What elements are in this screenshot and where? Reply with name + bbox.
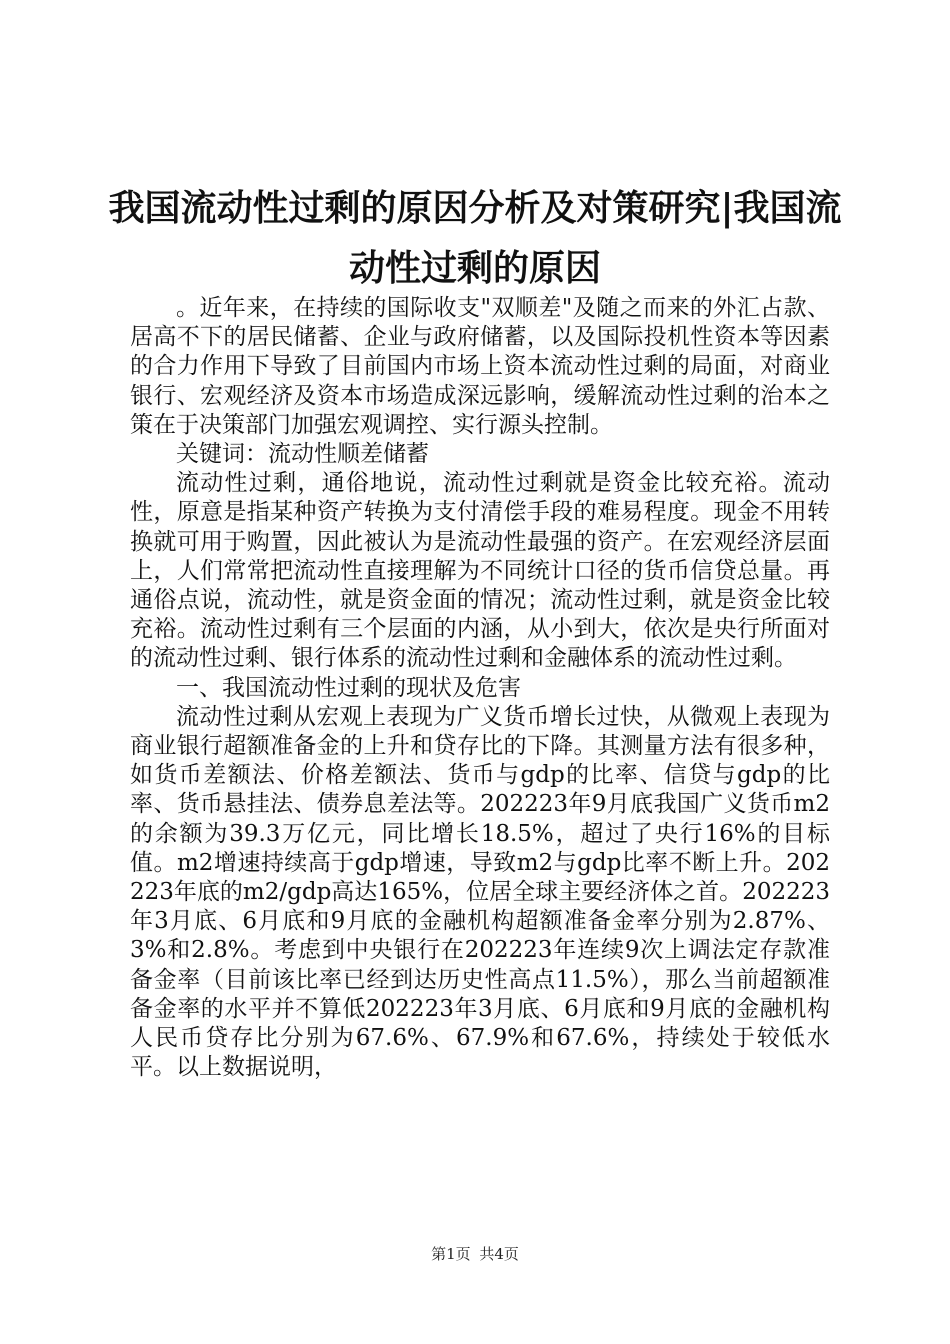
document-title: 我国流动性过剩的原因分析及对策研究|我国流动性过剩的原因	[108, 187, 842, 289]
page-footer	[0, 1243, 950, 1264]
status-paragraph: 流动性过剩从宏观上表现为广义货币增长过快，从微观上表现为商业银行超额准备金的上升和贷存比的下降。其测量方法有很多种，如货币差额法、价格差额法、货币与gdp的比率、信贷与gdp的比率、货币悬挂法、债券息差法等。202223年9月底我国广义货币m2的余额为39.3万亿元，同比增长18.5%，超过了央行16%的目标值。m2增速持续高于gdp增速，导致m2与gdp比率不断上升。202223年底的m2/gdp高达165%，位居全球主要经济体之首。202223年3月底、6月底和9月底的金融机构超额准备金率分别为2.87%、3%和2.8%。考虑到中央银行在202223年连续9次上调法定存款准备金率（目前该比率已经到达历史性高点11.5%），那么当前超额准备金率的水平并不算低202223年3月底、6月底和9月底的金融机构人民币贷存比分别为67.6%、67.9%和67.6%，持续处于较低水平。以上数据说明，	[130, 703, 830, 1081]
section-heading: 一、我国流动性过剩的现状及危害	[176, 674, 521, 701]
document-body	[130, 294, 830, 1082]
keywords-paragraph: 关键词：流动性顺差储蓄	[176, 441, 429, 468]
page-number: 第1页	[431, 1245, 471, 1263]
page-total: 共4页	[479, 1245, 519, 1263]
abstract-paragraph: 。近年来，在持续的国际收支"双顺差"及随之而来的外汇占款、居高不下的居民储蓄、企业与政府储蓄，以及国际投机性资本等因素的合力作用下导致了目前国内市场上资本流动性过剩的局面，对商业银行、宏观经济及资本市场造成深远影响，缓解流动性过剩的治本之策在于决策部门加强宏观调控、实行源头控制。	[130, 295, 830, 438]
definition-paragraph: 流动性过剩，通俗地说，流动性过剩就是资金比较充裕。流动性，原意是指某种资产转换为支付清偿手段的难易程度。现金不用转换就可用于购置，因此被认为是流动性最强的资产。在宏观经济层面上，人们常常把流动性直接理解为不同统计口径的货币信贷总量。再通俗点说，流动性，就是资金面的情况；流动性过剩，就是资金比较充裕。流动性过剩有三个层面的内涵，从小到大，依次是央行所面对的流动性过剩、银行体系的流动性过剩和金融体系的流动性过剩。	[130, 470, 830, 672]
